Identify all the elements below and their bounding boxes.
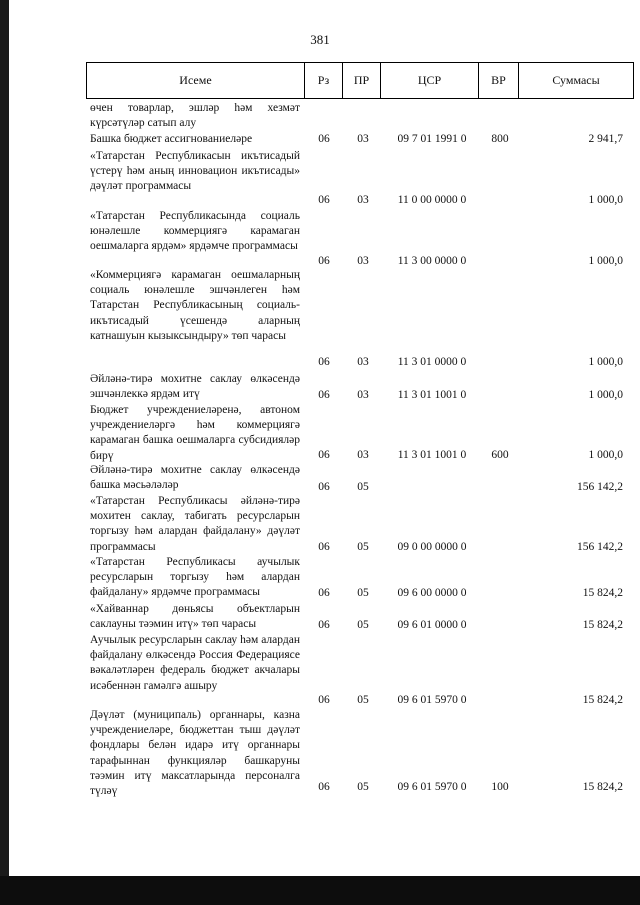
- row-name: «Коммерциягә карамаган оешмаларның социаль юнәлешле эшчәнлеген һәм Татарстан Республикасының социаль-икътисадый үсешендә аларның катнашуын кызыксындыру» төп чарасы: [90, 269, 300, 342]
- row-rz: 06: [318, 694, 330, 706]
- row-rz: 06: [318, 619, 330, 631]
- row-name: «Хайваннар дөньясы объектларын саклауны тәэмин итү» төп чарасы: [90, 603, 300, 631]
- row-csr: 09 6 00 0000 0: [397, 587, 467, 599]
- row-pr: 03: [357, 194, 369, 206]
- row-sum: 1 000,0: [588, 255, 623, 267]
- row-rz: 06: [318, 255, 330, 267]
- row-name: Әйләнә-тирә мохитне саклау өлкәсендә эшчәнлеккә ярдәм итү: [90, 373, 300, 401]
- header-vr: ВР: [479, 63, 519, 98]
- row-csr: 09 6 01 5970 0: [397, 781, 467, 793]
- row-pr: 05: [357, 781, 369, 793]
- header-sum: Суммасы: [552, 73, 600, 87]
- row-rz: 06: [318, 781, 330, 793]
- row-name: «Татарстан Республикасында социаль юнәлешле коммерциягә карамаган оешмаларга ярдәм» ярдәмче программасы: [90, 210, 300, 253]
- row-pr: 03: [357, 255, 369, 267]
- header-csr: ЦСР: [381, 63, 479, 98]
- row-sum: 1 000,0: [588, 356, 623, 368]
- row-csr: 11 3 00 0000 0: [397, 255, 467, 267]
- row-pr: 03: [357, 356, 369, 368]
- row-csr: 09 0 00 0000 0: [397, 541, 467, 553]
- row-rz: 06: [318, 389, 330, 401]
- row-sum: 156 142,2: [577, 481, 623, 493]
- row-vr: 100: [491, 781, 509, 793]
- row-name: Дәүләт (муниципаль) органнары, казна учреждениеләре, бюджеттан тыш дәүләт фондлары белән идарә итү органнары тарафыннан функцияләр башкаруны тәэмин итү максатларында персоналга түләү: [90, 709, 300, 798]
- row-pr: 05: [357, 694, 369, 706]
- row-name: өчен товарлар, эшләр һәм хезмәт күрсәтүләр сатып алу: [90, 102, 300, 130]
- row-sum: 15 824,2: [582, 587, 623, 599]
- row-vr: 800: [491, 133, 509, 145]
- row-name: Бюджет учреждениеләренә, автоном учреждениеләргә һәм коммерциягә карамаган башка оешмаларга субсидияләр бирү: [90, 404, 300, 462]
- row-pr: 05: [357, 587, 369, 599]
- row-name: «Татарстан Республикасы әйләнә-тирә мохитен саклау, табигать ресурсларын торгызу һәм алардан файдалану» дәүләт программасы: [90, 495, 300, 553]
- scan-edge-left: [0, 0, 9, 905]
- row-sum: 15 824,2: [582, 619, 623, 631]
- row-pr: 03: [357, 133, 369, 145]
- table-header: [86, 62, 634, 99]
- row-pr: 05: [357, 481, 369, 493]
- row-vr: 600: [491, 449, 509, 461]
- row-rz: 06: [318, 133, 330, 145]
- row-pr: 05: [357, 619, 369, 631]
- row-sum: 2 941,7: [588, 133, 623, 145]
- row-name: «Татарстан Республикасы аучылык ресурсларын торгызу һәм алардан файдалану» ярдәмче программасы: [90, 556, 300, 599]
- page-number: 381: [310, 32, 330, 47]
- row-rz: 06: [318, 194, 330, 206]
- row-sum: 1 000,0: [588, 449, 623, 461]
- row-rz: 06: [318, 541, 330, 553]
- row-pr: 03: [357, 389, 369, 401]
- scan-edge-bottom: [0, 876, 640, 905]
- row-rz: 06: [318, 449, 330, 461]
- row-sum: 156 142,2: [577, 541, 623, 553]
- row-sum: 15 824,2: [582, 781, 623, 793]
- row-name: Аучылык ресурсларын саклау һәм алардан файдалану өлкәсендә Россия Федерациясе вәкаләтләрен федераль бюджет акчалары исәбеннән гамәлгә ашыру: [90, 634, 300, 692]
- row-csr: 11 0 00 0000 0: [397, 194, 467, 206]
- header-name: Исеме: [87, 63, 305, 98]
- row-sum: 15 824,2: [582, 694, 623, 706]
- row-csr: 11 3 01 1001 0: [397, 389, 467, 401]
- row-rz: 06: [318, 481, 330, 493]
- row-name: Башка бюджет ассигнованиеләре: [90, 133, 253, 145]
- row-sum: 1 000,0: [588, 389, 623, 401]
- row-csr: 11 3 01 1001 0: [397, 449, 467, 461]
- header-rz: Рз: [305, 63, 343, 98]
- row-pr: 03: [357, 449, 369, 461]
- row-rz: 06: [318, 587, 330, 599]
- row-csr: 09 6 01 5970 0: [397, 694, 467, 706]
- row-name: «Татарстан Республикасын икътисадый үстерү һәм аның инновацион икътисады» дәүләт программасы: [90, 150, 300, 193]
- row-name: Әйләнә-тирә мохитне саклау өлкәсендә башка мәсьәләләр: [90, 464, 300, 492]
- row-sum: 1 000,0: [588, 194, 623, 206]
- row-csr: 09 6 01 0000 0: [397, 619, 467, 631]
- row-pr: 05: [357, 541, 369, 553]
- header-pr: ПР: [343, 63, 381, 98]
- row-csr: 11 3 01 0000 0: [397, 356, 467, 368]
- row-csr: 09 7 01 1991 0: [397, 133, 467, 145]
- row-rz: 06: [318, 356, 330, 368]
